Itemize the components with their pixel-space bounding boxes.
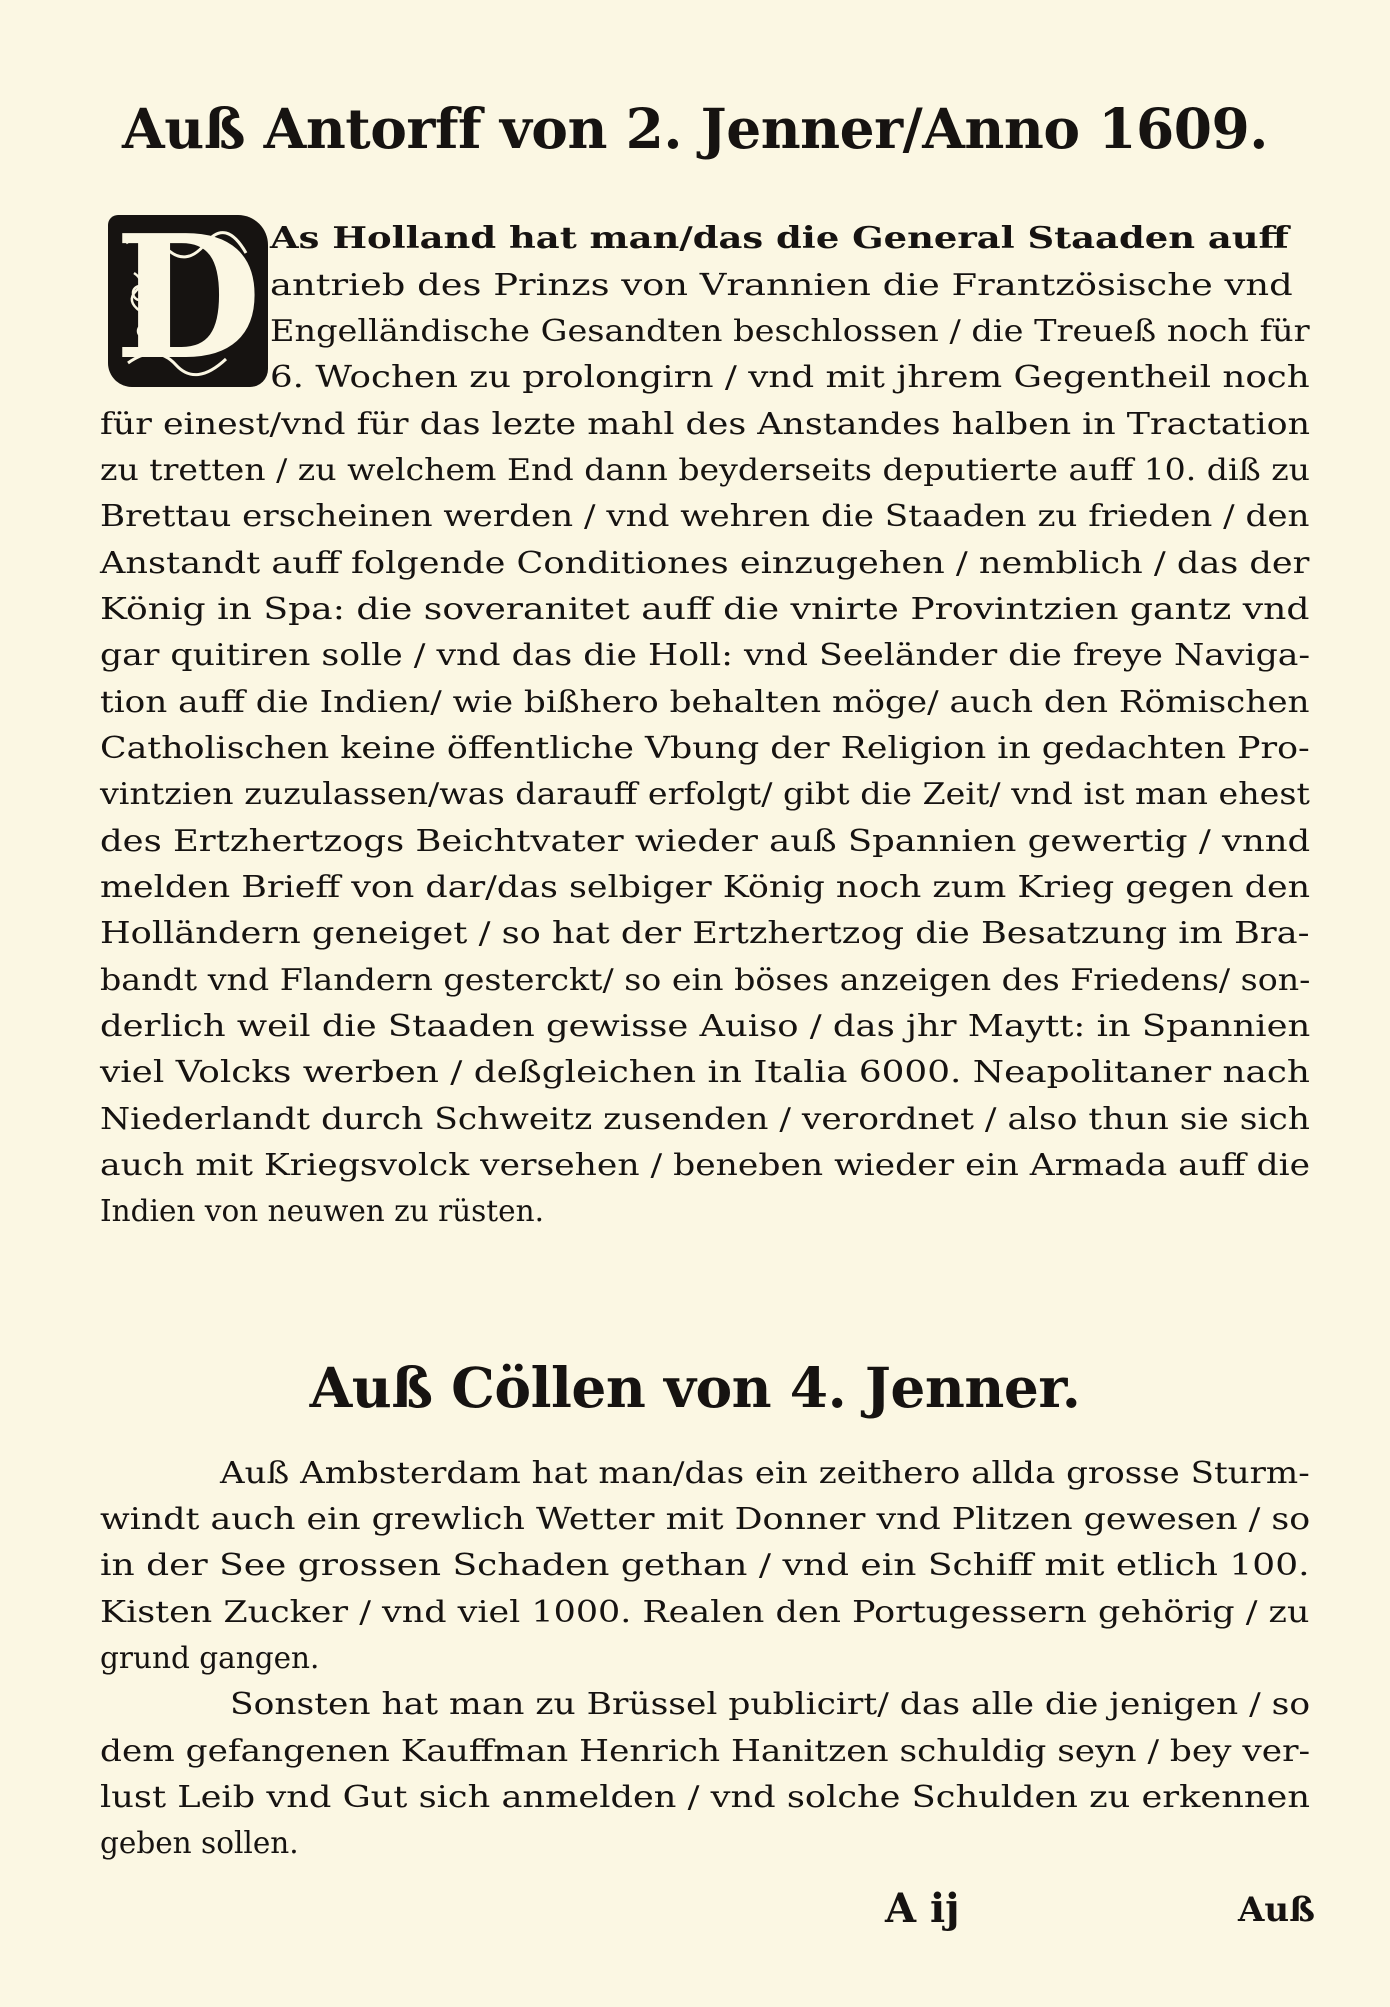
decorated-initial-letter: D [114,215,262,387]
text-line: Indien von neuwen zu rüsten. [100,1194,544,1228]
text-line: Engelländische Gesandten beschlossen / die Treueß noch für [270,314,1310,348]
text-line: grund gangen. [100,1641,320,1675]
text-line: gar quitiren solle / vnd das die Holl: vnd Seeländer die freye Naviga- [100,638,1311,672]
text-line: in der See grossen Schaden gethan / vnd ein Schiff mit etlich 100. [100,1548,1310,1582]
text-line: zu tretten / zu welchem End dann beyderseits deputierte auff 10. diß zu [100,453,1311,487]
text-line: vintzien zuzulassen/was darauff erfolgt/ gibt die Zeit/ vnd ist man ehest [100,777,1310,811]
text-line: antrieb des Prinzs von Vrannien die Frantzösische vnd [270,268,1293,302]
text-line: lust Leib vnd Gut sich anmelden / vnd solche Schulden zu erkennen [100,1780,1310,1814]
text-line: Sonsten hat man zu Brüssel publicirt/ das alle die jenigen / so [230,1687,1311,1721]
text-line: 6. Wochen zu prolongirn / vnd mit jhrem Gegentheil noch [270,360,1310,394]
text-line: Niederlandt durch Schweitz zusenden / verordnet / also thun sie sich [100,1102,1311,1136]
text-line: dem gefangenen Kauffman Henrich Hanitzen schuldig seyn / bey ver- [100,1734,1311,1768]
text-line: Anstandt auff folgende Conditiones einzugehen / nemblich / das der [100,546,1310,580]
text-line: Auß Ambsterdam hat man/das ein zeithero allda grosse Sturm- [220,1456,1310,1490]
decorated-initial [108,215,268,387]
text-line: Kisten Zucker / vnd viel 1000. Realen den Portugessern gehörig / zu [100,1595,1310,1629]
text-line: geben sollen. [100,1826,299,1860]
text-line: melden Brieff von dar/das selbiger König noch zum Krieg gegen den [100,870,1311,904]
text-line: derlich weil die Staaden gewisse Auiso / das jhr Maytt: in Spannien [100,1009,1311,1043]
section-heading-antorff: Auß Antorff von 2. Jenner/Anno 1609. [122,96,1268,161]
text-line: bandt vnd Flandern gesterckt/ so ein böses anzeigen des Friedens/ son- [100,963,1311,997]
text-line: Catholischen keine öffentliche Vbung der Religion in gedachten Pro- [100,731,1310,765]
text-line: für einest/vnd für das lezte mahl des Anstandes halben in Tractation [100,407,1311,441]
text-line: windt auch ein grewlich Wetter mit Donner vnd Plitzen gewesen / so [100,1502,1311,1536]
text-line: König in Spa: die soveranitet auff die vnirte Provintzien gantz vnd [100,592,1310,626]
section-heading-coellen: Auß Cöllen von 4. Jenner. [309,1355,1081,1420]
signature-mark: A ij [885,1885,960,1932]
text-line: Holländern geneiget / so hat der Ertzhertzog die Besatzung im Bra- [100,916,1310,950]
catchword: Auß [1238,1890,1315,1930]
text-line: des Ertzhertzogs Beichtvater wieder auß Spannien gewertig / vnnd [100,824,1311,858]
text-line: tion auff die Indien/ wie bißhero behalten möge/ auch den Römischen [100,685,1310,719]
text-line: As Holland hat man/das die General Staaden auff [270,220,1289,255]
text-line: viel Volcks werben / deßgleichen in Italia 6000. Neapolitaner nach [100,1055,1310,1089]
text-line: Brettau erscheinen werden / vnd wehren die Staaden zu frieden / den [100,499,1310,533]
text-line: auch mit Kriegsvolck versehen / beneben wieder ein Armada auff die [100,1148,1311,1182]
